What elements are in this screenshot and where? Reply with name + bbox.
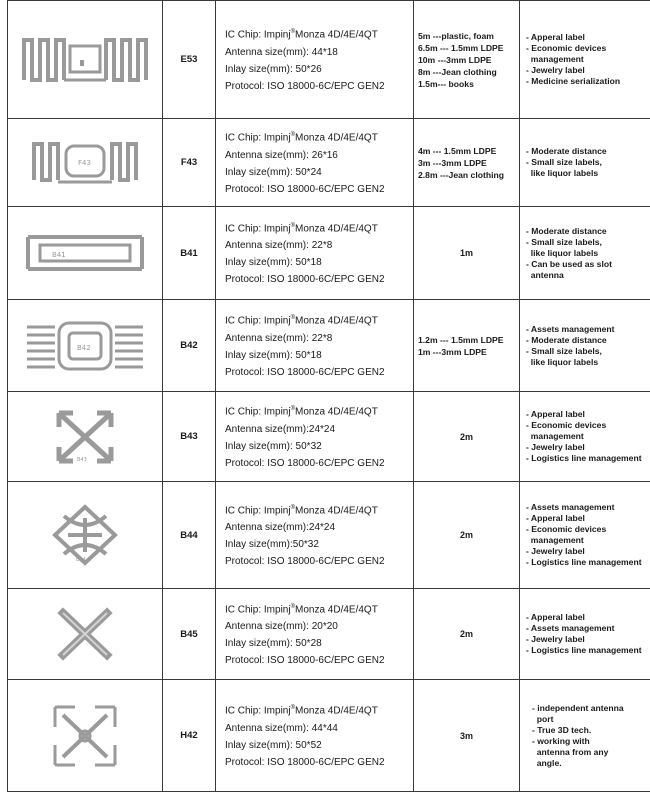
protocol: Protocol: ISO 18000-6C/EPC GEN2 [225,80,385,92]
model-code: B41 [163,207,216,300]
table-row [8,119,650,207]
read-distance-cell [414,680,520,792]
chip-line: IC Chip: Impinj®Monza 4D/4E/4QT [225,603,378,616]
inlay-b43-label: B43 [77,456,87,463]
model-code: B45 [163,589,216,680]
spec-cell [216,300,414,392]
application-item: - Jewelry label [526,65,585,75]
read-distance-cell [414,207,520,300]
distance-item: 10m ---3mm LDPE [418,54,492,65]
antenna-size: Antenna size(mm):24*24 [225,423,336,435]
protocol: Protocol: ISO 18000-6C/EPC GEN2 [225,366,385,378]
spec-cell [216,589,414,680]
model-code: B42 [163,300,216,392]
inlay-h42-image [49,701,121,771]
inlay-b42-label: B42 [77,343,91,352]
application-item: - Assets management [526,502,615,512]
application-item: - Logistics line management [526,645,642,655]
application-item: - Medicine serialization [526,76,621,86]
distance-item: 3m [459,730,473,741]
distance-item: 2m [459,629,473,639]
inlay-b42-image [25,319,145,373]
model-code: B44 [163,482,216,589]
application-item: - Apperal label [526,32,585,42]
chip-line: IC Chip: Impinj®Monza 4D/4E/4QT [225,29,378,41]
read-distance-cell [414,482,520,589]
chip-line: IC Chip: Impinj®Monza 4D/4E/4QT [225,406,378,418]
distance-item: 2.8m ---Jean clothing [418,169,504,180]
application-cell [520,1,650,119]
application-item: - Jewelry label [526,546,585,556]
inlay-b41-label: B41 [52,251,66,259]
antenna-size: Antenna size(mm): 26*16 [225,149,338,161]
application-item: - Apperal label [526,612,585,622]
inlay-spec-table [7,0,650,792]
application-item: - Small size labels, like liquor labels [526,345,602,367]
model-code: E53 [163,1,216,119]
application-item: - Jewelry label [526,634,585,644]
distance-item: 8m ---Jean clothing [418,66,497,77]
application-item: - Logistics line management [526,453,642,463]
distance-item: 6.5m --- 1.5mm LDPE [418,42,504,53]
application-item: - Moderate distance [526,334,607,345]
model-code: B43 [163,392,216,482]
spec-cell [216,482,414,589]
model-code: F43 [163,119,216,207]
table-row [8,680,650,792]
inlay-image-cell [8,589,163,680]
spec-cell [216,207,414,300]
antenna-size: Antenna size(mm): 22*8 [225,240,333,252]
distance-item: 1.2m --- 1.5mm LDPE [418,334,504,345]
inlay-size: Inlay size(mm): 50*32 [225,440,322,452]
protocol: Protocol: ISO 18000-6C/EPC GEN2 [225,457,385,469]
application-cell [520,482,650,589]
inlay-size: Inlay size(mm): 50*26 [225,63,322,75]
model-code: H42 [163,680,216,792]
application-item: - Jewelry label [526,442,585,452]
inlay-size: Inlay size(mm): 50*28 [225,638,322,650]
protocol: Protocol: ISO 18000-6C/EPC GEN2 [225,274,385,286]
application-item: - Apperal label [526,409,585,419]
application-cell [520,300,650,392]
table-row [8,482,650,589]
application-cell [520,207,650,300]
distance-item: 5m ---plastic, foam [418,30,494,41]
antenna-size: Antenna size(mm): 20*20 [225,621,338,633]
inlay-size: Inlay size(mm): 50*18 [225,257,322,269]
application-cell [520,392,650,482]
antenna-size: Antenna size(mm): 22*8 [225,332,333,344]
inlay-b44-image [52,504,118,566]
protocol: Protocol: ISO 18000-6C/EPC GEN2 [225,655,385,667]
application-item: - Assets management [526,623,615,633]
chip-line: IC Chip: Impinj®Monza 4D/4E/4QT [225,705,378,717]
inlay-f43-image [30,136,140,190]
chip-line: IC Chip: Impinj®Monza 4D/4E/4QT [225,132,378,144]
inlay-b44-label: B44 [76,557,86,563]
distance-item: 1m [459,248,473,258]
inlay-image-cell [8,300,163,392]
protocol: Protocol: ISO 18000-6C/EPC GEN2 [225,556,385,568]
protocol: Protocol: ISO 18000-6C/EPC GEN2 [225,756,385,768]
inlay-size: Inlay size(mm):50*32 [225,539,319,551]
chip-line: IC Chip: Impinj®Monza 4D/4E/4QT [225,315,378,327]
table-row [8,1,650,119]
inlay-size: Inlay size(mm): 50*52 [225,739,322,751]
inlay-b41-image [26,231,144,275]
application-item: - Assets management [526,323,615,334]
application-item: - Moderate distance [526,225,607,236]
distance-item: 2m [459,530,473,540]
distance-item: 2m [459,431,473,442]
table-row [8,589,650,680]
inlay-image-cell [8,119,163,207]
inlay-b43-image [55,409,115,465]
inlay-image-cell [8,207,163,300]
application-item: - Apperal label [526,513,585,523]
application-item: - Logistics line management [526,557,642,567]
spec-cell [216,119,414,207]
inlay-size: Inlay size(mm): 50*18 [225,349,322,361]
table-row [8,300,650,392]
distance-item: 1m ---3mm LDPE [418,346,487,357]
distance-item: 1.5m--- books [418,78,474,89]
read-distance-cell [414,119,520,207]
chip-line: IC Chip: Impinj®Monza 4D/4E/4QT [225,222,378,235]
application-cell [520,589,650,680]
application-cell [520,119,650,207]
spec-cell [216,680,414,792]
application-item: - Economic devices management [526,524,607,545]
distance-item: 3m ---3mm LDPE [418,157,487,168]
inlay-f43-label: F43 [78,158,91,167]
application-item: - Can be used as slot antenna [526,258,612,280]
inlay-e53-image [20,30,150,90]
spec-cell [216,1,414,119]
inlay-b45-image [55,605,115,663]
application-cell [520,680,650,792]
application-item: - independent antenna port [532,702,624,724]
application-item: - Small size labels, like liquor labels [526,236,602,258]
spec-cell [216,392,414,482]
application-item: - Moderate distance [526,146,607,156]
read-distance-cell [414,392,520,482]
antenna-size: Antenna size(mm): 44*18 [225,46,338,58]
inlay-image-cell [8,392,163,482]
inlay-image-cell [8,680,163,792]
table-row [8,207,650,300]
application-item: - Small size labels, like liquor labels [526,157,602,178]
inlay-size: Inlay size(mm): 50*24 [225,166,322,178]
application-item: - True 3D tech. [532,724,592,735]
application-item: - Economic devices management [526,420,607,441]
antenna-size: Antenna size(mm): 44*44 [225,722,338,734]
read-distance-cell [414,300,520,392]
read-distance-cell [414,589,520,680]
table-row [8,392,650,482]
inlay-image-cell [8,482,163,589]
application-item: - working with antenna from any angle. [532,735,609,768]
protocol: Protocol: ISO 18000-6C/EPC GEN2 [225,183,385,195]
antenna-size: Antenna size(mm):24*24 [225,522,336,534]
distance-item: 4m --- 1.5mm LDPE [418,145,497,156]
read-distance-cell [414,1,520,119]
inlay-image-cell [8,1,163,119]
chip-line: IC Chip: Impinj®Monza 4D/4E/4QT [225,504,378,517]
application-item: - Economic devices management [526,43,607,64]
